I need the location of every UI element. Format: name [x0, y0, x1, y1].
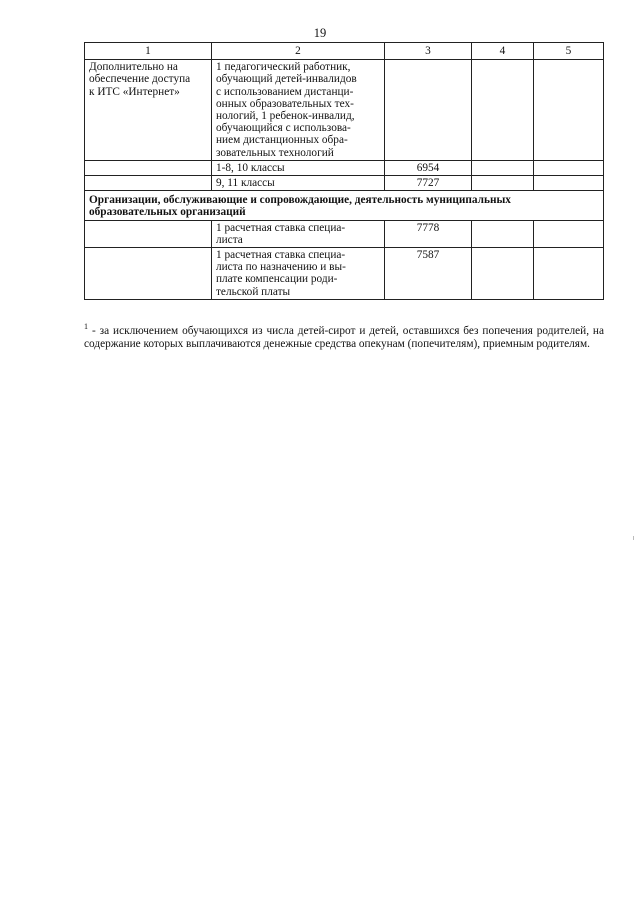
row-empty-cell [534, 248, 604, 300]
row-value-cell: 7587 [385, 248, 472, 300]
row-empty-cell [472, 248, 534, 300]
row-empty-cell [534, 220, 604, 247]
table-header-row [85, 43, 604, 60]
section-header: Организации, обслуживающие и сопровождающие, деятельность муниципальных образовательных организаций [85, 191, 604, 220]
row-category-cell [85, 220, 212, 247]
row-value-cell [385, 60, 472, 161]
row-empty-cell [472, 176, 534, 191]
row-empty-cell [472, 60, 534, 161]
section-header-row [85, 191, 604, 220]
column-header: 5 [534, 43, 604, 60]
row-category-cell [85, 176, 212, 191]
row-basis-cell: 1 педагогический работник, обучающий детей-инвалидов с использованием дистанци- онных образовательных тех- нологий, 1 ребенок-инвалид, обучающийся с использова- нием дистанционных обра- зовательных технологий [212, 60, 385, 161]
table-row [85, 176, 604, 191]
column-header: 2 [212, 43, 385, 60]
row-category-cell [85, 248, 212, 300]
row-value-cell: 6954 [385, 160, 472, 175]
column-header: 1 [85, 43, 212, 60]
row-basis-cell: 9, 11 классы [212, 176, 385, 191]
tariff-table [84, 42, 604, 300]
row-empty-cell [472, 220, 534, 247]
column-header: 3 [385, 43, 472, 60]
footnote [84, 320, 604, 351]
table-row [85, 160, 604, 175]
row-value-cell: 7727 [385, 176, 472, 191]
footnote-text: - за исключением обучающихся из числа детей-сирот и детей, оставшихся без попечения родителей, на содержание которых выплачиваются денежные средства опекунам (попечителям), приемным родителям. [84, 325, 604, 350]
table-row [85, 248, 604, 300]
column-header: 4 [472, 43, 534, 60]
row-category-cell: Дополнительно на обеспечение доступа к ИТС «Интернет» [85, 60, 212, 161]
footnote-marker: 1 [84, 322, 88, 331]
row-value-cell: 7778 [385, 220, 472, 247]
row-basis-cell: 1 расчетная ставка специа- листа [212, 220, 385, 247]
row-empty-cell [534, 60, 604, 161]
row-basis-cell: 1 расчетная ставка специа- листа по назначению и вы- плате компенсации роди- тельской платы [212, 248, 385, 300]
table-row [85, 60, 604, 161]
row-empty-cell [472, 160, 534, 175]
page-number: 19 [313, 26, 327, 40]
scan-edge-mark [633, 536, 634, 540]
row-category-cell [85, 160, 212, 175]
row-empty-cell [534, 176, 604, 191]
row-empty-cell [534, 160, 604, 175]
table-row [85, 220, 604, 247]
row-basis-cell: 1-8, 10 классы [212, 160, 385, 175]
